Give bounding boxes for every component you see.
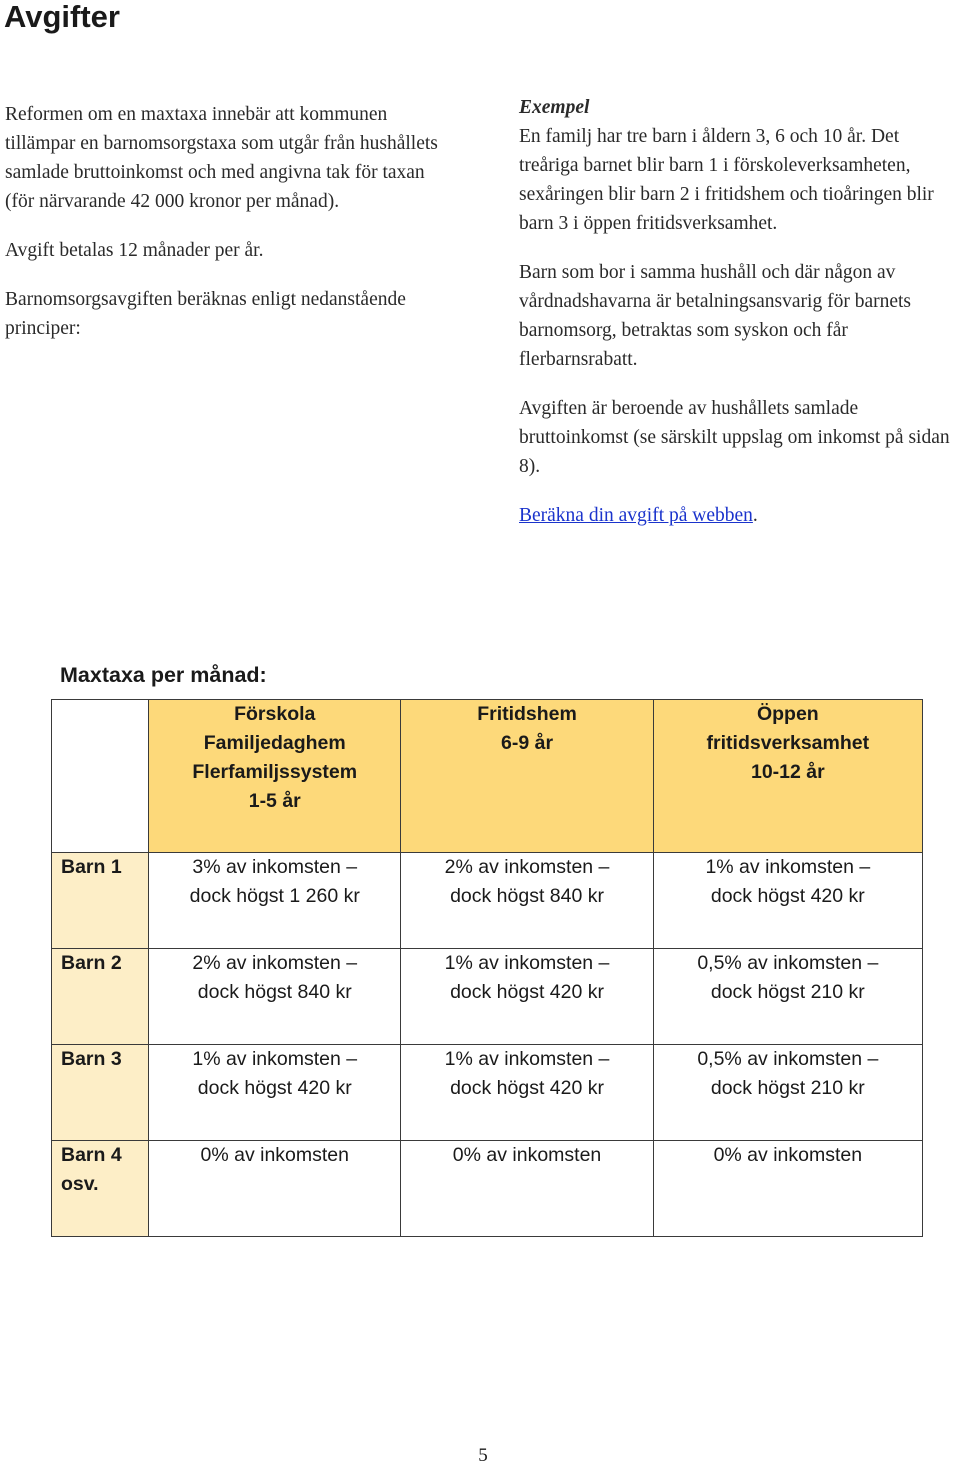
header-line: 10-12 år: [750, 761, 825, 783]
row-label-text: Barn 2: [61, 952, 122, 974]
header-corner-cell: [52, 700, 149, 853]
fee-cell: [149, 949, 401, 1045]
header-line: 6-9 år: [501, 732, 554, 754]
fee-table: [51, 699, 923, 1237]
header-line: Förskola: [234, 703, 316, 725]
header-line: fritidsverksamhet: [706, 732, 870, 754]
fee-cell: [653, 949, 922, 1045]
fee-cap: dock högst 1 260 kr: [189, 885, 360, 907]
row-label: [52, 1045, 149, 1141]
income-paragraph: Avgiften är beroende av hushållets samlade bruttoinkomst (se särskilt uppslag om inkomst på sidan 8).: [519, 398, 950, 477]
fee-cap: dock högst 840 kr: [450, 885, 604, 907]
fee-cap: dock högst 420 kr: [450, 1077, 604, 1099]
header-line: Flerfamiljssystem: [192, 761, 358, 783]
fee-cell: [653, 853, 922, 949]
intro-paragraph: Reformen om en maxtaxa innebär att kommunen tillämpar en barnomsorgstaxa som utgår från hushållets samlade bruttoinkomst och med angivna tak för taxan (för närvarande 42 000 kronor per månad).: [5, 104, 438, 212]
header-forskola: [149, 700, 401, 853]
fee-rate: 1% av inkomsten –: [444, 1048, 610, 1070]
table-row-barn-2: [52, 949, 923, 1045]
fee-rate: 1% av inkomsten –: [705, 856, 871, 878]
example-column: [519, 93, 959, 530]
fee-rate: 0% av inkomsten: [713, 1144, 863, 1166]
fee-cell: [149, 853, 401, 949]
principles-paragraph: Barnomsorgsavgiften beräknas enligt nedanstående principer:: [5, 289, 406, 339]
fee-cell: [401, 853, 653, 949]
intro-column: [5, 100, 445, 343]
table-row-barn-1: [52, 853, 923, 949]
table-row-barn-4: [52, 1141, 923, 1237]
table-row-barn-3: [52, 1045, 923, 1141]
fee-cell: [653, 1141, 922, 1237]
page-title: Avgifter: [4, 0, 120, 34]
header-line: 1-5 år: [248, 790, 301, 812]
header-line: Fritidshem: [477, 703, 577, 725]
header-line: Öppen: [756, 703, 819, 725]
fee-cap: dock högst 420 kr: [710, 885, 865, 907]
fee-cell: [149, 1141, 401, 1237]
page-number: 5: [478, 1445, 488, 1466]
fee-rate: 2% av inkomsten –: [192, 952, 358, 974]
row-label-text: Barn 4: [61, 1144, 122, 1166]
fee-table-header-row: [52, 700, 923, 853]
fee-cap: dock högst 420 kr: [450, 981, 604, 1003]
fee-cell: [149, 1045, 401, 1141]
calculate-fee-link[interactable]: Beräkna din avgift på webben: [519, 505, 753, 526]
fee-rate: 0,5% av inkomsten –: [697, 1048, 879, 1070]
header-fritidshem: [401, 700, 653, 853]
fee-table-title: Maxtaxa per månad:: [60, 663, 267, 687]
fee-cell: [653, 1045, 922, 1141]
example-text: En familj har tre barn i åldern 3, 6 och 10 år. Det treåriga barnet blir barn 1 i förskoleverksamheten, sexåringen blir barn 2 i fritidshem och tioåringen blir barn 3 i öppen fritidsverksamhet.: [519, 126, 934, 234]
fee-rate: 0,5% av inkomsten –: [697, 952, 879, 974]
fee-cell: [401, 1141, 653, 1237]
row-label: [52, 853, 149, 949]
fee-rate: 3% av inkomsten –: [192, 856, 358, 878]
row-label-text: Barn 1: [61, 856, 122, 878]
fee-cell: [401, 1045, 653, 1141]
fee-cap: dock högst 420 kr: [197, 1077, 352, 1099]
fee-cap: dock högst 840 kr: [197, 981, 352, 1003]
row-label: [52, 1141, 149, 1237]
fee-rate: 2% av inkomsten –: [444, 856, 610, 878]
fee-cell: [401, 949, 653, 1045]
fee-rate: 0% av inkomsten: [200, 1144, 349, 1166]
row-label: [52, 949, 149, 1045]
row-label-text: osv.: [61, 1173, 99, 1195]
fee-cap: dock högst 210 kr: [710, 1077, 865, 1099]
payment-period-paragraph: Avgift betalas 12 månader per år.: [5, 240, 264, 261]
fee-rate: 1% av inkomsten –: [444, 952, 610, 974]
header-line: Familjedaghem: [203, 732, 346, 754]
example-heading: Exempel: [519, 97, 590, 118]
fee-rate: 0% av inkomsten: [452, 1144, 602, 1166]
siblings-paragraph: Barn som bor i samma hushåll och där någon av vårdnadshavarna är betalningsansvarig för barnets barnomsorg, betraktas som syskon och får flerbarnsrabatt.: [519, 262, 912, 370]
row-label-text: Barn 3: [61, 1048, 122, 1070]
fee-cap: dock högst 210 kr: [710, 981, 865, 1003]
fee-rate: 1% av inkomsten –: [192, 1048, 358, 1070]
link-suffix: .: [752, 505, 758, 526]
header-oppen-fritidsverksamhet: [653, 700, 922, 853]
